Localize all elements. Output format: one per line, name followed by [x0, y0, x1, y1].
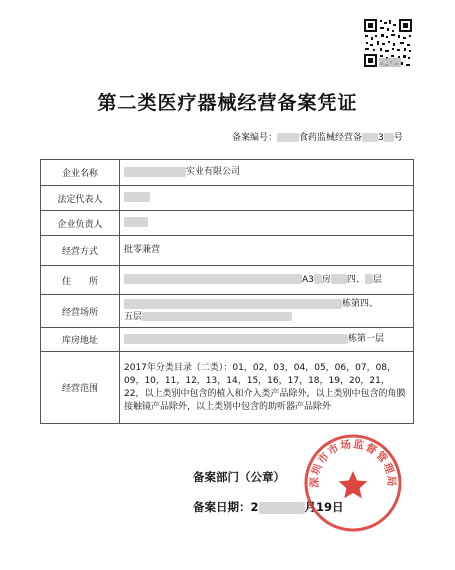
row-value — [120, 160, 414, 186]
table-row — [41, 160, 414, 186]
qr-code-graphic — [363, 18, 413, 68]
company-name: 实业有限公司 — [186, 167, 241, 177]
redaction — [124, 217, 148, 227]
row-value — [120, 211, 414, 236]
warehouse-address-part: 栋第一层 — [348, 334, 385, 344]
table-row — [41, 236, 414, 266]
row-value — [120, 295, 414, 328]
redaction — [362, 133, 378, 142]
record-number — [232, 130, 403, 143]
row-value — [120, 186, 414, 211]
address-part: 层 — [372, 274, 382, 285]
certificate-title: 第二类医疗器械经营备案凭证 — [97, 92, 358, 114]
business-scope: 2017年分类目录（二类）：01，02，03，04，05，06，07，08，09，10，11，12，13，14，15，16，17，18，19，20，21，22，以上类别中包含的植入和介入类产品除外，以上类别中包含的角膜接触镜产品除外，以上类别中包含的助听器产品除外 — [120, 352, 414, 424]
record-date-suffix: 月19日 — [304, 500, 344, 514]
record-number-part1: 食药监械经营备 — [299, 133, 363, 143]
row-value — [120, 266, 414, 295]
redaction — [124, 274, 302, 284]
redaction — [124, 192, 150, 202]
row-label: 企业名称 — [41, 160, 120, 186]
row-label: 法定代表人 — [41, 186, 120, 211]
redaction — [331, 274, 347, 284]
record-number-part3: 号 — [393, 133, 403, 143]
business-premises-part: 五层 — [124, 312, 143, 322]
row-label: 经营范围 — [41, 352, 120, 424]
redaction — [365, 274, 373, 284]
row-label: 经营方式 — [41, 236, 120, 266]
table-row — [41, 186, 414, 211]
redaction — [124, 299, 342, 309]
certificate-table — [40, 159, 414, 424]
row-label: 库房地址 — [41, 328, 120, 352]
row-label: 住 所 — [41, 266, 120, 295]
record-number-label: 备案编号： — [232, 133, 278, 143]
row-value — [120, 328, 414, 352]
address-part: 四、 — [346, 274, 365, 285]
table-row — [41, 295, 414, 328]
table-row — [41, 352, 414, 424]
business-mode: 批零兼营 — [120, 236, 414, 266]
address-part: 房 — [321, 274, 331, 285]
business-premises-part: 栋第四、 — [342, 299, 379, 309]
record-date-label: 备案日期：2 — [193, 500, 259, 514]
redaction — [259, 502, 305, 514]
record-number-part2: 3 — [378, 133, 384, 143]
redaction — [384, 133, 394, 142]
qr-code — [363, 18, 413, 68]
official-seal — [303, 433, 403, 533]
row-label: 企业负责人 — [41, 211, 120, 236]
address-part: A3 — [302, 274, 314, 285]
redaction — [124, 334, 348, 344]
table-row — [41, 328, 414, 352]
table-row — [41, 211, 414, 236]
redaction — [142, 312, 292, 321]
redaction — [277, 133, 299, 142]
redaction — [124, 167, 186, 177]
redaction — [314, 274, 322, 284]
record-department: 备案部门（公章） — [193, 470, 285, 484]
table-row — [41, 266, 414, 295]
seal-text: 深圳市市场监督管理局 — [308, 438, 398, 488]
row-label: 经营场所 — [41, 295, 120, 328]
seal-star-icon — [339, 471, 368, 498]
